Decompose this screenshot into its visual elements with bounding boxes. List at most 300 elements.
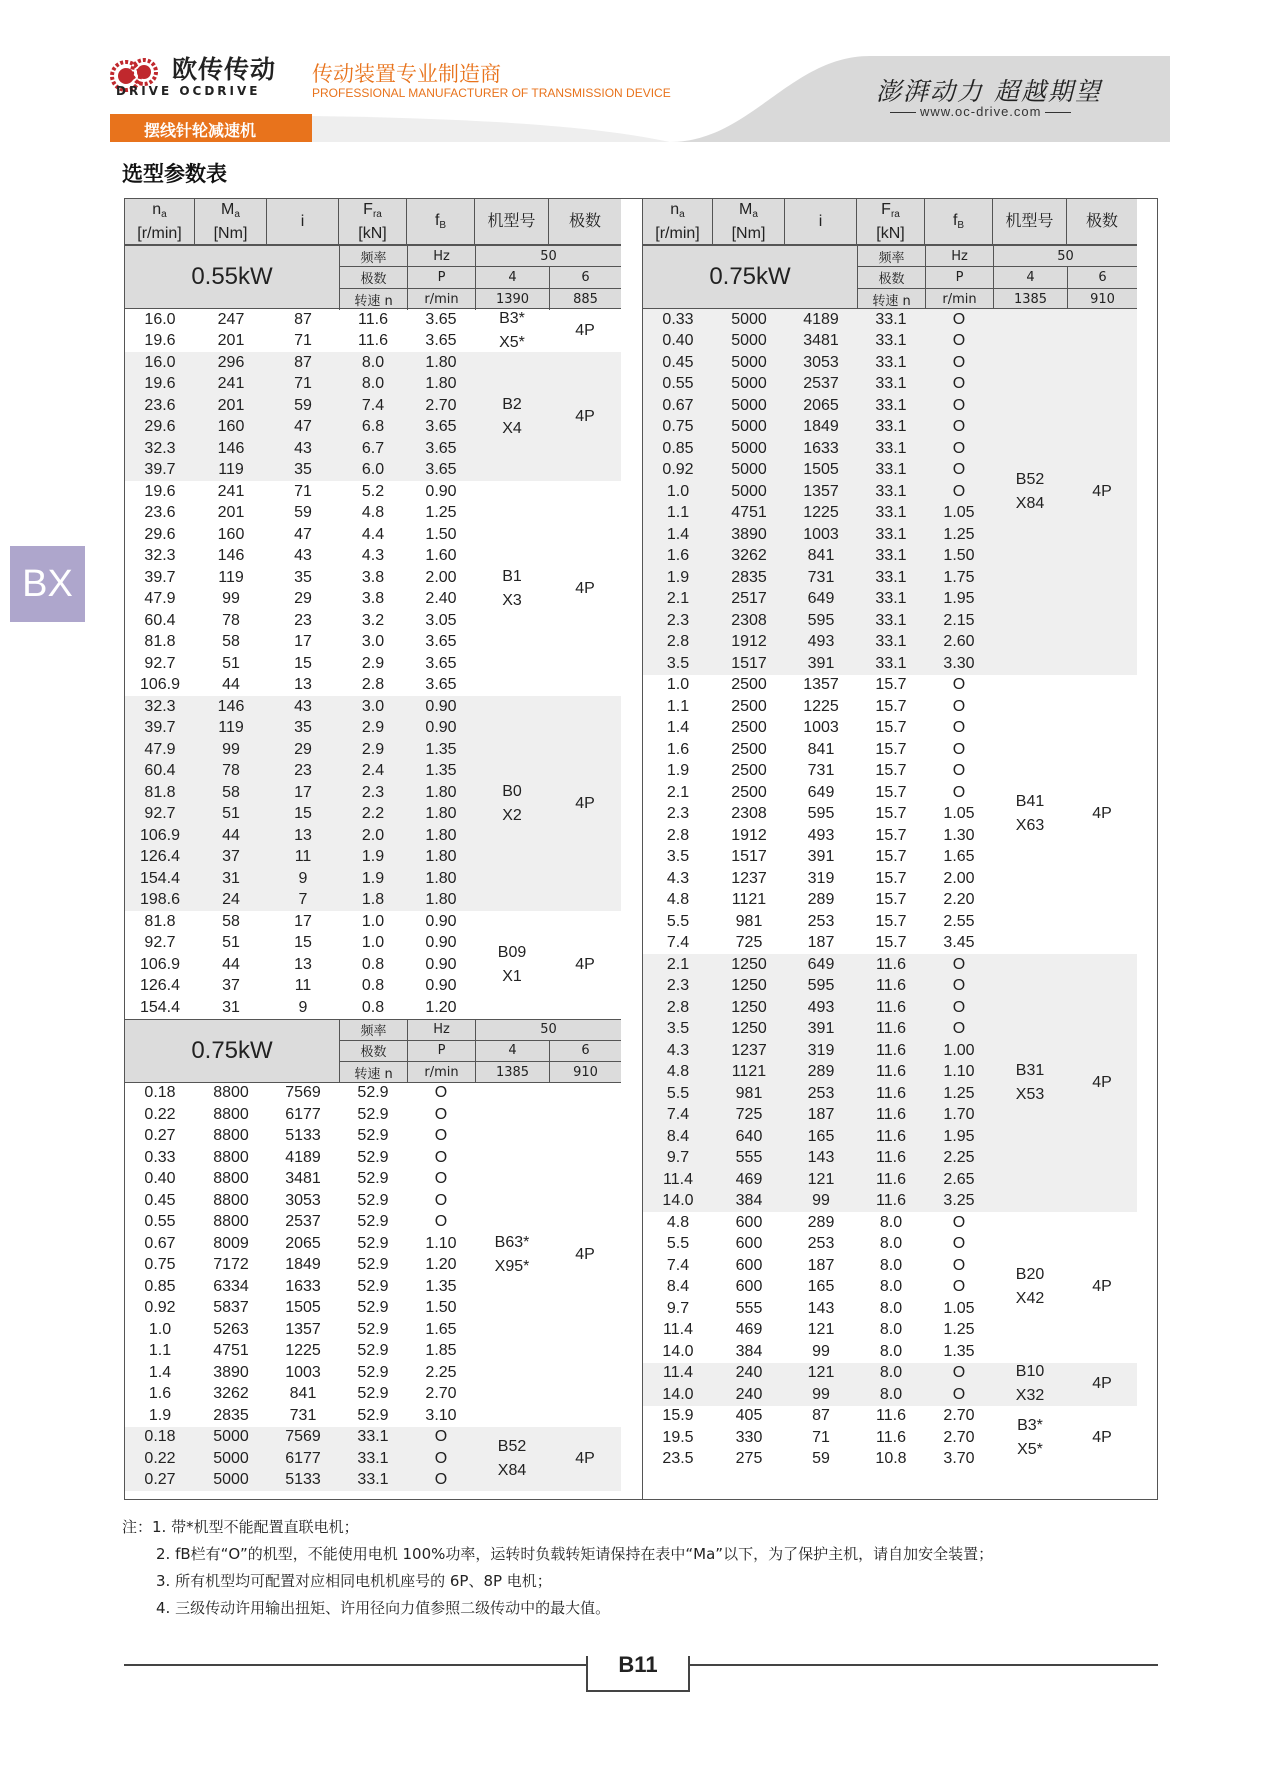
table-row <box>125 395 475 417</box>
table-cell: 2.9 <box>361 654 385 672</box>
table-cell: 33.1 <box>875 654 907 672</box>
model-code: X84 <box>497 1461 527 1479</box>
table-cell: O <box>952 461 966 479</box>
table-cell: 11.6 <box>876 955 906 973</box>
table-cell: 1003 <box>285 1363 321 1381</box>
table-cell: 2.9 <box>361 719 385 737</box>
table-row <box>643 1320 993 1342</box>
poles-unit: P <box>925 267 993 288</box>
column-header-row <box>643 199 1137 245</box>
table-cell: 35 <box>294 568 312 586</box>
table-cell: 0.40 <box>144 1170 176 1188</box>
table-row <box>125 1233 475 1255</box>
model-number <box>475 911 549 1019</box>
column-header <box>125 199 195 244</box>
table-row <box>643 976 993 998</box>
table-cell: 15.7 <box>875 740 907 758</box>
table-cell: 2.1 <box>666 955 690 973</box>
table-row <box>125 1190 475 1212</box>
table-cell: 19.5 <box>662 1428 694 1446</box>
table-cell: 2.70 <box>425 1385 457 1403</box>
table-cell: 253 <box>807 1235 835 1253</box>
table-cell: 3.70 <box>943 1450 975 1468</box>
table-cell: 11.6 <box>876 1149 906 1167</box>
table-cell: O <box>952 310 966 328</box>
table-cell: 33.1 <box>875 568 907 586</box>
table-cell: 0.55 <box>662 375 694 393</box>
table-cell: 1517 <box>731 848 767 866</box>
table-cell: 2500 <box>731 697 767 715</box>
note-item: 2. fB栏有“O”的机型，不能使用电机 100%功率，运转时负载转矩请保持在表中“Ma”以下，为了保护主机，请自加安全装置； <box>156 1545 994 1563</box>
table-cell: 7 <box>298 891 308 909</box>
table-row <box>125 868 475 890</box>
table-cell: 165 <box>807 1127 835 1145</box>
table-row <box>125 309 475 331</box>
model-group <box>125 352 621 481</box>
table-cell: 4751 <box>731 504 767 522</box>
table-cell: 33.1 <box>357 1471 389 1489</box>
table-row <box>125 1083 475 1105</box>
table-cell: 1.05 <box>943 805 975 823</box>
table-cell: 52.9 <box>357 1127 389 1145</box>
table-cell: 469 <box>735 1321 763 1339</box>
table-cell: 7.4 <box>666 1256 690 1274</box>
table-row <box>643 761 993 783</box>
table-cell: 52.9 <box>357 1385 389 1403</box>
table-row <box>125 1147 475 1169</box>
table-row <box>125 653 475 675</box>
table-row <box>125 1276 475 1298</box>
table-cell: 71 <box>294 332 312 350</box>
table-cell: 11.6 <box>876 1020 906 1038</box>
table-cell: 71 <box>294 375 312 393</box>
table-cell: 15.7 <box>875 805 907 823</box>
table-cell: 11.6 <box>876 1192 906 1210</box>
pole-count: 4P <box>575 407 595 425</box>
table-row <box>125 438 475 460</box>
table-row <box>643 718 993 740</box>
table-cell: 119 <box>218 461 244 479</box>
frequency-label: 频率 <box>339 1020 407 1041</box>
table-cell: O <box>434 1428 448 1446</box>
table-cell: 52.9 <box>357 1256 389 1274</box>
table-cell: 289 <box>807 1063 835 1081</box>
table-row <box>125 1298 475 1320</box>
frequency-unit: Hz <box>407 246 475 267</box>
table-cell: 0.85 <box>144 1277 176 1295</box>
table-row <box>125 503 475 525</box>
table-cell: 8.0 <box>879 1235 903 1253</box>
table-cell: 15.7 <box>875 934 907 952</box>
column-header <box>785 199 857 244</box>
table-cell: 1.50 <box>425 1299 457 1317</box>
table-row <box>643 610 993 632</box>
frequency-unit: Hz <box>407 1020 475 1041</box>
table-cell: 33.1 <box>875 590 907 608</box>
table-cell: 3.8 <box>361 568 385 586</box>
model-group <box>643 954 1137 1212</box>
table-row <box>643 1169 993 1191</box>
table-cell: 2.25 <box>425 1363 457 1381</box>
table-cell: 33.1 <box>357 1449 389 1467</box>
table-cell: 106.9 <box>139 676 181 694</box>
table-row <box>643 589 993 611</box>
table-cell: 33.1 <box>875 396 907 414</box>
table-cell: 8.4 <box>666 1127 690 1145</box>
table-cell: O <box>952 332 966 350</box>
table-cell: 2.25 <box>943 1149 975 1167</box>
table-cell: O <box>434 1127 448 1145</box>
table-cell: 33.1 <box>875 310 907 328</box>
table-cell: 43 <box>294 697 312 715</box>
table-cell: O <box>952 783 966 801</box>
table-cell: 731 <box>807 568 835 586</box>
model-code: B41 <box>1015 793 1045 811</box>
speed-6p: 910 <box>549 1062 621 1083</box>
table-cell: 240 <box>735 1364 763 1382</box>
table-cell: O <box>434 1213 448 1231</box>
table-cell: O <box>952 955 966 973</box>
table-cell: 15.7 <box>875 676 907 694</box>
table-row <box>125 675 475 697</box>
table-cell: 60.4 <box>144 611 176 629</box>
model-number <box>475 1083 549 1427</box>
table-cell: 33.1 <box>875 547 907 565</box>
column-header <box>475 199 549 244</box>
table-cell: 126.4 <box>139 977 181 995</box>
table-cell: 8009 <box>213 1234 249 1252</box>
logo-chinese-name: 欧传传动 <box>172 55 277 84</box>
table-cell: 0.67 <box>144 1234 176 1252</box>
table-cell: 241 <box>217 375 245 393</box>
table-cell: 2835 <box>213 1406 249 1424</box>
table-cell: 15 <box>294 934 312 952</box>
table-cell: 43 <box>294 547 312 565</box>
table-cell: 0.8 <box>361 977 385 995</box>
table-cell: 11.6 <box>358 310 388 328</box>
table-cell: 33.1 <box>875 633 907 651</box>
table-cell: 16.0 <box>144 353 176 371</box>
table-cell: 23.6 <box>144 504 176 522</box>
table-cell: 2.8 <box>666 633 690 651</box>
table-cell: 15 <box>294 654 312 672</box>
poles-unit: P <box>407 1041 475 1062</box>
table-cell: 1250 <box>731 977 767 995</box>
selection-table-left <box>124 198 643 1500</box>
table-cell: 47.9 <box>144 740 176 758</box>
table-cell: 493 <box>807 633 835 651</box>
table-cell: 8800 <box>213 1084 249 1102</box>
table-row <box>125 331 475 353</box>
table-cell: 3.5 <box>666 654 690 672</box>
table-cell: 160 <box>217 525 245 543</box>
table-cell: 600 <box>735 1235 763 1253</box>
speed-4p: 1385 <box>475 1062 549 1083</box>
table-cell: 16.0 <box>144 310 176 328</box>
table-cell: 11.6 <box>876 977 906 995</box>
poles-6: 6 <box>549 267 621 288</box>
table-cell: 17 <box>294 912 312 930</box>
table-cell: 119 <box>218 719 244 737</box>
table-cell: 11.4 <box>663 1170 693 1188</box>
footer-rule-left <box>124 1664 588 1666</box>
table-cell: 1357 <box>285 1320 321 1338</box>
table-cell: 32.3 <box>144 697 176 715</box>
table-cell: 14.0 <box>662 1385 694 1403</box>
column-header-name: $F_{ra}$ <box>881 200 900 220</box>
table-cell: 3.0 <box>361 633 385 651</box>
table-cell: 23.5 <box>662 1450 694 1468</box>
poles-label: 极数 <box>857 267 925 288</box>
model-code: B63* <box>494 1233 530 1251</box>
speed-6p: 885 <box>549 289 621 310</box>
table-cell: 2500 <box>731 783 767 801</box>
table-cell: O <box>952 998 966 1016</box>
table-cell: 59 <box>812 1450 830 1468</box>
table-cell: 1.85 <box>425 1342 457 1360</box>
table-cell: 9 <box>298 998 308 1016</box>
table-cell: 160 <box>217 418 245 436</box>
power-band <box>643 245 1137 309</box>
pole-count: 4P <box>1092 1428 1112 1446</box>
table-cell: 5000 <box>731 482 767 500</box>
poles-4: 4 <box>993 267 1067 288</box>
model-number <box>475 696 549 911</box>
table-row <box>643 438 993 460</box>
table-cell: O <box>952 697 966 715</box>
table-cell: 15.7 <box>875 826 907 844</box>
column-header-subscript: a <box>752 208 758 220</box>
table-cell: 58 <box>222 783 240 801</box>
table-cell: 33.1 <box>875 504 907 522</box>
table-cell: 47 <box>294 418 312 436</box>
model-number <box>993 309 1067 675</box>
table-cell: 121 <box>807 1321 835 1339</box>
table-cell: 3.65 <box>425 654 457 672</box>
table-cell: 33.1 <box>875 353 907 371</box>
table-cell: 52.9 <box>357 1234 389 1252</box>
table-row <box>643 1212 993 1234</box>
model-code: B1 <box>502 567 522 585</box>
table-cell: 1250 <box>731 955 767 973</box>
table-cell: 1.6 <box>148 1385 172 1403</box>
model-group <box>643 1406 1137 1471</box>
table-cell: 3890 <box>731 525 767 543</box>
column-header-subscript: ra <box>372 208 382 220</box>
table-cell: 59 <box>294 396 312 414</box>
table-cell: 19.6 <box>144 375 176 393</box>
table-cell: 2.70 <box>425 396 457 414</box>
table-cell: 11 <box>294 848 312 866</box>
table-cell: 0.45 <box>144 1191 176 1209</box>
table-cell: O <box>952 1256 966 1274</box>
table-cell: 7.4 <box>666 1106 690 1124</box>
speed-label: 转速 n <box>857 289 925 310</box>
table-cell: 44 <box>222 955 240 973</box>
table-cell: 143 <box>807 1299 835 1317</box>
table-cell: 15.7 <box>875 891 907 909</box>
table-cell: O <box>952 353 966 371</box>
table-cell: 3.2 <box>361 611 385 629</box>
model-code: X63 <box>1015 817 1045 835</box>
model-group <box>125 911 621 1019</box>
table-cell: 43 <box>294 439 312 457</box>
speed-6p: 910 <box>1067 289 1137 310</box>
table-cell: 5000 <box>213 1471 249 1489</box>
table-cell: 1.05 <box>943 1299 975 1317</box>
pole-count: 4P <box>575 321 595 339</box>
table-cell: 6177 <box>285 1449 321 1467</box>
column-header-name: 极数 <box>1085 212 1118 230</box>
table-cell: 8.0 <box>879 1364 903 1382</box>
table-row <box>125 847 475 869</box>
table-cell: 1.25 <box>425 504 457 522</box>
table-row <box>643 1341 993 1363</box>
table-cell: O <box>952 762 966 780</box>
table-cell: 78 <box>222 611 240 629</box>
table-cell: 106.9 <box>139 826 181 844</box>
table-cell: 1.35 <box>425 1277 457 1295</box>
poles-6: 6 <box>1067 267 1137 288</box>
model-group <box>125 1427 621 1492</box>
table-cell: 5000 <box>731 461 767 479</box>
table-cell: 0.92 <box>662 461 694 479</box>
table-cell: 11.6 <box>876 1041 906 1059</box>
table-cell: 8.0 <box>879 1385 903 1403</box>
model-code: B09 <box>497 943 527 961</box>
table-cell: 493 <box>807 826 835 844</box>
table-cell: 2.70 <box>943 1407 975 1425</box>
table-cell: 33.1 <box>875 525 907 543</box>
table-cell: 52.9 <box>357 1363 389 1381</box>
table-cell: O <box>952 1213 966 1231</box>
table-cell: 5.5 <box>666 1084 690 1102</box>
table-cell: 0.67 <box>662 396 694 414</box>
table-cell: 8.0 <box>879 1213 903 1231</box>
speed-label: 转速 n <box>339 289 407 310</box>
model-code: X32 <box>1015 1387 1045 1404</box>
table-row <box>643 675 993 697</box>
table-cell: 1.75 <box>943 568 975 586</box>
column-header-name: $n_a$ <box>670 200 685 220</box>
table-cell: 23.6 <box>144 396 176 414</box>
table-cell: 7569 <box>285 1428 321 1446</box>
model-code: B31 <box>1015 1062 1045 1079</box>
table-cell: 47 <box>294 525 312 543</box>
table-cell: 8.0 <box>879 1256 903 1274</box>
table-row <box>643 954 993 976</box>
model-group <box>643 1363 1137 1406</box>
table-cell: 8800 <box>213 1127 249 1145</box>
table-cell: O <box>952 375 966 393</box>
table-cell: 11.6 <box>876 1063 906 1081</box>
table-cell: 0.22 <box>144 1105 176 1123</box>
table-cell: 121 <box>807 1170 835 1188</box>
table-row <box>125 804 475 826</box>
column-header-name: 机型号 <box>487 212 536 230</box>
table-cell: 841 <box>289 1385 317 1403</box>
table-cell: 154.4 <box>139 869 181 887</box>
table-cell: 11.6 <box>876 998 906 1016</box>
table-cell: 0.33 <box>662 310 694 328</box>
table-cell: 1912 <box>731 826 767 844</box>
table-row <box>125 352 475 374</box>
company-logo <box>110 48 280 104</box>
table-cell: 2.3 <box>666 805 690 823</box>
table-cell: 1.1 <box>148 1342 172 1360</box>
table-cell: 5133 <box>285 1471 321 1489</box>
table-cell: 11.6 <box>876 1170 906 1188</box>
page-number: B11 <box>618 1652 658 1677</box>
power-rating: 0.75kW <box>191 1036 273 1064</box>
table-cell: 1.0 <box>666 676 690 694</box>
column-header-row <box>125 199 621 245</box>
table-row <box>125 976 475 998</box>
table-row <box>125 524 475 546</box>
table-cell: 5000 <box>213 1428 249 1446</box>
table-cell: 841 <box>807 547 835 565</box>
table-cell: O <box>434 1471 448 1489</box>
table-cell: 319 <box>807 1041 835 1059</box>
table-cell: 33.1 <box>875 439 907 457</box>
table-cell: 649 <box>807 955 835 973</box>
table-cell: 2500 <box>731 740 767 758</box>
table-row <box>643 374 993 396</box>
frequency-label: 频率 <box>857 246 925 267</box>
table-cell: 15.7 <box>875 783 907 801</box>
pole-count: 4P <box>1092 482 1112 500</box>
table-row <box>643 1040 993 1062</box>
table-cell: 1.1 <box>666 697 690 715</box>
table-cell: 15.7 <box>875 848 907 866</box>
poles-4: 4 <box>475 1041 549 1062</box>
table-cell: 201 <box>217 504 245 522</box>
table-row <box>643 997 993 1019</box>
table-cell: 1.1 <box>666 504 690 522</box>
table-cell: 1.80 <box>425 375 457 393</box>
table-cell: 5.5 <box>666 912 690 930</box>
table-cell: 2.2 <box>361 805 385 823</box>
table-cell: 3.5 <box>666 1020 690 1038</box>
column-header-name: $F_{ra}$ <box>363 200 382 220</box>
table-cell: 5000 <box>731 353 767 371</box>
table-cell: 241 <box>217 482 245 500</box>
table-cell: 1.65 <box>943 848 975 866</box>
table-cell: 32.3 <box>144 547 176 565</box>
table-cell: 247 <box>217 310 245 328</box>
table-row <box>125 696 475 718</box>
table-cell: 319 <box>807 869 835 887</box>
table-cell: 52.9 <box>357 1277 389 1295</box>
table-cell: 29 <box>294 590 312 608</box>
table-cell: 1.30 <box>943 826 975 844</box>
table-cell: 39.7 <box>144 461 176 479</box>
pole-count: 4P <box>575 955 595 973</box>
table-cell: 7.4 <box>666 934 690 952</box>
table-cell: 1.80 <box>425 848 457 866</box>
table-row <box>643 1449 993 1471</box>
table-cell: 1.25 <box>943 1084 975 1102</box>
table-cell: 8.0 <box>879 1321 903 1339</box>
table-cell: 10.8 <box>875 1450 907 1468</box>
table-cell: 6.8 <box>361 418 385 436</box>
table-cell: 9.7 <box>666 1149 690 1167</box>
table-row <box>643 868 993 890</box>
table-cell: 649 <box>807 783 835 801</box>
table-cell: 17 <box>294 783 312 801</box>
model-code: B2 <box>502 395 522 413</box>
table-cell: 8800 <box>213 1191 249 1209</box>
